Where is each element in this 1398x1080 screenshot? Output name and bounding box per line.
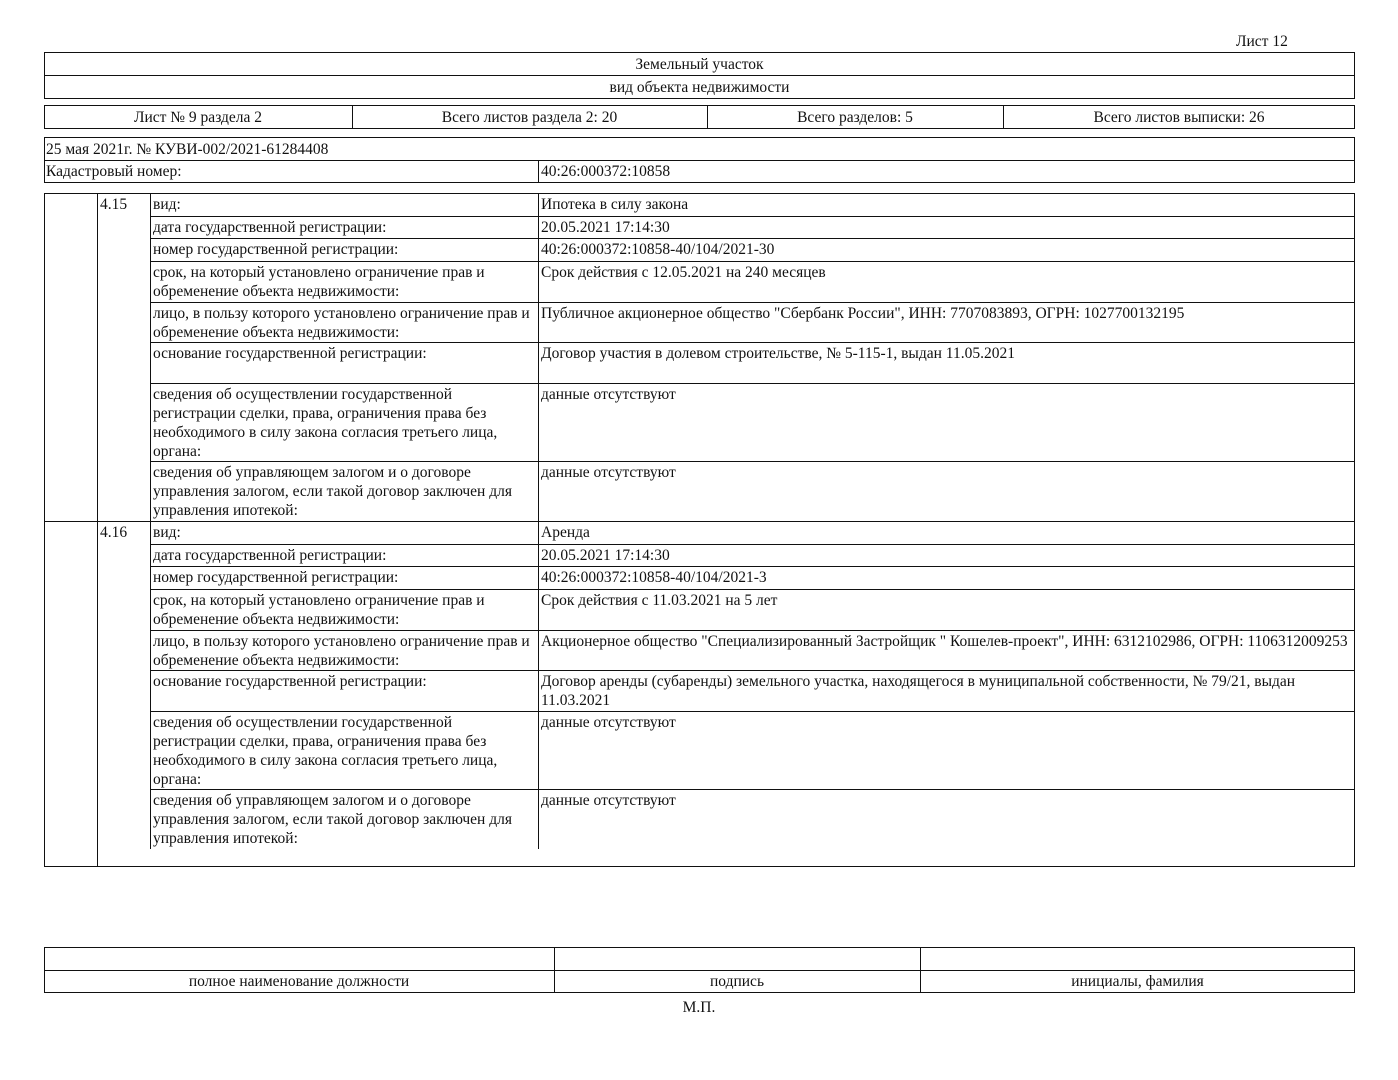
row-value: Срок действия с 11.03.2021 на 5 лет [541,592,778,609]
stamp-place: М.П. [682,999,716,1016]
name-caption: инициалы, фамилия [1071,973,1204,990]
cadastral-label: Кадастровый номер: [46,163,182,180]
entry-number: 4.16 [100,524,128,541]
row-label: срок, на который установлено ограничение прав и обременение объекта недвижимости: [153,592,485,628]
row-label: основание государственной регистрации: [153,673,427,690]
row-value: 40:26:000372:10858-40/104/2021-3 [541,569,767,586]
row-value: данные отсутствуют [541,464,676,481]
row-value: данные отсутствуют [541,386,676,403]
row-label: сведения об осуществлении государственной регистрации сделки, права, ограничения права без необходимого в силу закона согласия третьего лица, органа: [153,714,498,788]
extract-sheets-total: Всего листов выписки: 26 [1093,109,1265,126]
row-label: основание государственной регистрации: [153,345,427,362]
row-value: 20.05.2021 17:14:30 [541,547,670,564]
signature-caption: подпись [709,973,765,990]
row-value: Договор аренды (субаренды) земельного участка, находящегося в муниципальной собственности, № 79/21, выдан 11.03.2021 [541,673,1296,709]
row-value: Договор участия в долевом строительстве, № 5-115-1, выдан 11.05.2021 [541,345,1015,362]
row-label: сведения об осуществлении государственной регистрации сделки, права, ограничения права без необходимого в силу закона согласия третьего лица, органа: [153,386,498,460]
object-type: Земельный участок [635,56,764,73]
extract-number: 25 мая 2021г. № КУВИ-002/2021-61284408 [46,141,329,158]
sheet-of-section: Лист № 9 раздела 2 [133,109,263,126]
row-value: Ипотека в силу закона [541,196,689,213]
row-value: Публичное акционерное общество "Сбербанк России", ИНН: 7707083893, ОГРН: 1027700132195 [541,305,1185,322]
row-value: данные отсутствуют [541,792,676,809]
row-label: сведения об управляющем залогом и о договоре управления залогом, если такой договор заключен для управления ипотекой: [153,464,512,519]
row-label: дата государственной регистрации: [153,219,387,236]
row-value: Аренда [541,524,590,541]
row-value: 20.05.2021 17:14:30 [541,219,670,236]
row-value: данные отсутствуют [541,714,676,731]
entry-number: 4.15 [100,196,128,213]
row-label: вид: [153,196,181,213]
row-label: срок, на который установлено ограничение прав и обременение объекта недвижимости: [153,264,485,300]
row-value: Срок действия с 12.05.2021 на 240 месяцев [541,264,826,281]
position-caption: полное наименование должности [188,973,410,990]
row-label: сведения об управляющем залогом и о договоре управления залогом, если такой договор заключен для управления ипотекой: [153,792,512,847]
sheet-number: Лист 12 [1236,33,1288,50]
object-caption: вид объекта недвижимости [609,79,790,96]
row-label: лицо, в пользу которого установлено ограничение прав и обременение объекта недвижимости: [153,305,530,341]
section-sheets-total: Всего листов раздела 2: 20 [441,109,618,126]
row-value: Акционерное общество "Специализированный Застройщик " Кошелев-проект", ИНН: 6312102986, ОГРН: 1106312009253 [541,633,1348,650]
row-label: дата государственной регистрации: [153,547,387,564]
sections-total: Всего разделов: 5 [797,109,913,126]
row-label: лицо, в пользу которого установлено ограничение прав и обременение объекта недвижимости: [153,633,530,669]
row-label: вид: [153,524,181,541]
cadastral-value: 40:26:000372:10858 [541,163,671,180]
row-value: 40:26:000372:10858-40/104/2021-30 [541,241,775,258]
row-label: номер государственной регистрации: [153,569,399,586]
row-label: номер государственной регистрации: [153,241,399,258]
